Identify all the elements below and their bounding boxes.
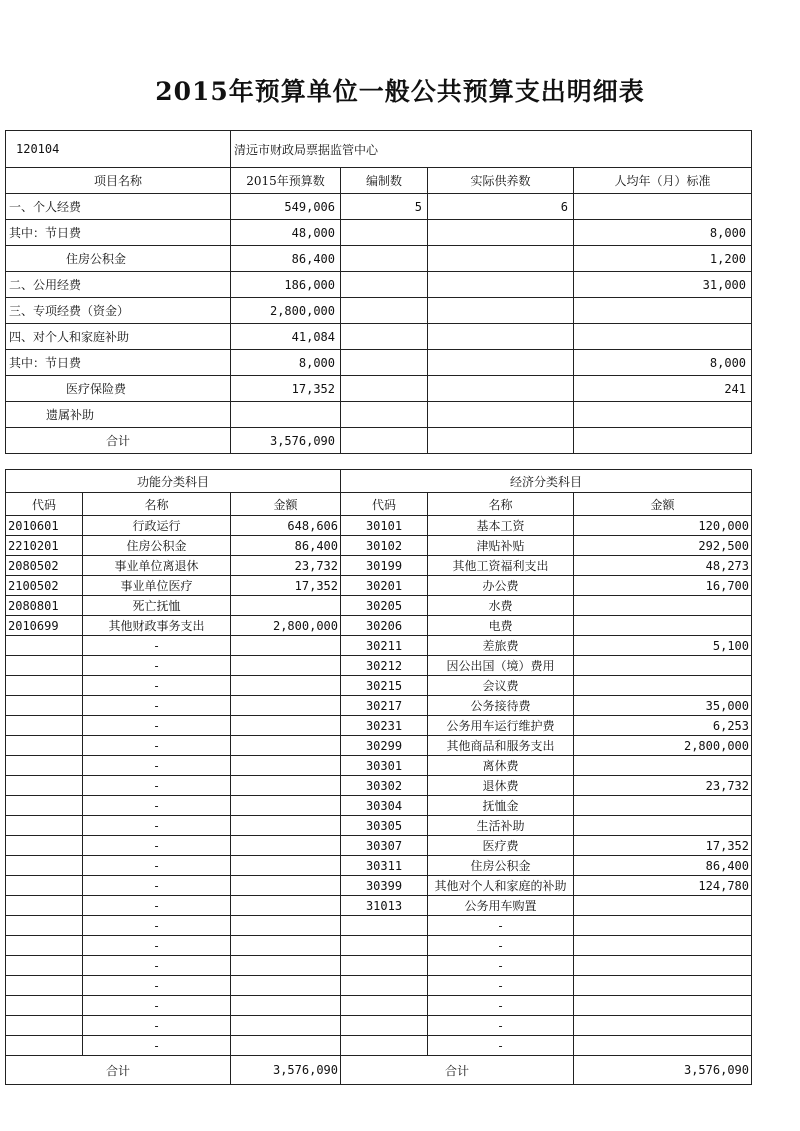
summary-per-capita-standard: 8,000	[574, 220, 752, 246]
header-actual-staff: 实际供养数	[428, 168, 574, 194]
econ-amount: 86,400	[574, 856, 752, 876]
func-name: -	[83, 1016, 231, 1036]
summary-staff-quota	[341, 428, 428, 454]
summary-per-capita-standard	[574, 428, 752, 454]
econ-amount	[574, 616, 752, 636]
table-row	[6, 756, 752, 776]
econ-name: 生活补助	[428, 816, 574, 836]
summary-staff-quota	[341, 376, 428, 402]
func-amount	[231, 676, 341, 696]
summary-actual-staff: 6	[428, 194, 574, 220]
summary-item-name: 一、个人经费	[6, 194, 231, 220]
func-code: 2210201	[6, 536, 83, 556]
summary-per-capita-standard: 8,000	[574, 350, 752, 376]
summary-actual-staff	[428, 272, 574, 298]
econ-code	[341, 916, 428, 936]
func-amount	[231, 1036, 341, 1056]
table-row	[6, 896, 752, 916]
func-amount	[231, 996, 341, 1016]
econ-code: 30304	[341, 796, 428, 816]
header-per-capita-standard: 人均年（月）标准	[574, 168, 752, 194]
summary-budget: 3,576,090	[231, 428, 341, 454]
econ-amount: 16,700	[574, 576, 752, 596]
func-code	[6, 1016, 83, 1036]
totals-row	[6, 1056, 752, 1085]
header-econ-name: 名称	[428, 493, 574, 516]
summary-per-capita-standard: 1,200	[574, 246, 752, 272]
summary-item-name: 二、公用经费	[6, 272, 231, 298]
summary-staff-quota	[341, 220, 428, 246]
econ-amount	[574, 936, 752, 956]
econ-amount	[574, 996, 752, 1016]
summary-budget: 186,000	[231, 272, 341, 298]
func-amount	[231, 796, 341, 816]
table-row	[6, 836, 752, 856]
func-code	[6, 696, 83, 716]
econ-code	[341, 1036, 428, 1056]
summary-budget: 86,400	[231, 246, 341, 272]
table-row	[6, 956, 752, 976]
func-name: -	[83, 1036, 231, 1056]
econ-amount	[574, 656, 752, 676]
func-name: 行政运行	[83, 516, 231, 536]
func-amount	[231, 736, 341, 756]
func-name: -	[83, 956, 231, 976]
econ-name: -	[428, 996, 574, 1016]
summary-row	[6, 428, 752, 454]
func-amount: 2,800,000	[231, 616, 341, 636]
table-row	[6, 876, 752, 896]
econ-code: 31013	[341, 896, 428, 916]
econ-amount: 23,732	[574, 776, 752, 796]
func-name: -	[83, 996, 231, 1016]
table-row	[6, 816, 752, 836]
func-code	[6, 896, 83, 916]
econ-name: 公务用车运行维护费	[428, 716, 574, 736]
header-budget: 2015年预算数	[231, 168, 341, 194]
econ-amount	[574, 676, 752, 696]
header-func-name: 名称	[83, 493, 231, 516]
header-econ-amount: 金额	[574, 493, 752, 516]
func-code	[6, 1036, 83, 1056]
func-amount: 23,732	[231, 556, 341, 576]
func-name: -	[83, 736, 231, 756]
econ-amount	[574, 1016, 752, 1036]
econ-name: 住房公积金	[428, 856, 574, 876]
func-name: -	[83, 676, 231, 696]
econ-name: 其他商品和服务支出	[428, 736, 574, 756]
header-staff-quota: 编制数	[341, 168, 428, 194]
econ-code: 30231	[341, 716, 428, 736]
func-code	[6, 716, 83, 736]
classification-header-row	[6, 493, 752, 516]
func-code	[6, 776, 83, 796]
summary-budget: 41,084	[231, 324, 341, 350]
economic-section-title: 经济分类科目	[341, 470, 752, 493]
summary-row	[6, 324, 752, 350]
summary-budget: 549,006	[231, 194, 341, 220]
summary-actual-staff	[428, 298, 574, 324]
func-total-label: 合计	[6, 1056, 231, 1085]
func-name: 事业单位医疗	[83, 576, 231, 596]
econ-name: 其他对个人和家庭的补助	[428, 876, 574, 896]
header-func-code: 代码	[6, 493, 83, 516]
func-code: 2080801	[6, 596, 83, 616]
econ-amount: 292,500	[574, 536, 752, 556]
func-amount	[231, 896, 341, 916]
econ-code: 30399	[341, 876, 428, 896]
func-code	[6, 876, 83, 896]
func-amount	[231, 976, 341, 996]
func-code: 2080502	[6, 556, 83, 576]
econ-name: 津贴补贴	[428, 536, 574, 556]
econ-code	[341, 996, 428, 1016]
summary-item-name: 四、对个人和家庭补助	[6, 324, 231, 350]
econ-amount	[574, 976, 752, 996]
functional-section-title: 功能分类科目	[6, 470, 341, 493]
func-amount	[231, 776, 341, 796]
table-row	[6, 736, 752, 756]
table-row	[6, 676, 752, 696]
econ-code: 30206	[341, 616, 428, 636]
econ-code: 30311	[341, 856, 428, 876]
econ-amount: 35,000	[574, 696, 752, 716]
econ-name: -	[428, 916, 574, 936]
table-row	[6, 596, 752, 616]
func-name: 其他财政事务支出	[83, 616, 231, 636]
func-name: -	[83, 916, 231, 936]
func-amount	[231, 816, 341, 836]
econ-code: 30101	[341, 516, 428, 536]
page-title: 2015年预算单位一般公共预算支出明细表	[155, 77, 645, 106]
func-code	[6, 856, 83, 876]
econ-total-label: 合计	[341, 1056, 574, 1085]
econ-name: 抚恤金	[428, 796, 574, 816]
summary-header-row	[6, 168, 752, 194]
func-code	[6, 816, 83, 836]
econ-amount	[574, 796, 752, 816]
summary-budget	[231, 402, 341, 428]
summary-actual-staff	[428, 350, 574, 376]
econ-name: 因公出国（境）费用	[428, 656, 574, 676]
econ-code: 30301	[341, 756, 428, 776]
func-code	[6, 936, 83, 956]
table-row	[6, 556, 752, 576]
func-amount	[231, 936, 341, 956]
func-name: -	[83, 696, 231, 716]
summary-actual-staff	[428, 402, 574, 428]
func-name: -	[83, 896, 231, 916]
table-row	[6, 1016, 752, 1036]
summary-staff-quota	[341, 402, 428, 428]
budget-summary-table	[5, 130, 752, 454]
func-amount	[231, 636, 341, 656]
econ-name: 差旅费	[428, 636, 574, 656]
func-name: -	[83, 756, 231, 776]
func-name: -	[83, 936, 231, 956]
func-code: 2100502	[6, 576, 83, 596]
econ-code: 30199	[341, 556, 428, 576]
func-name: 死亡抚恤	[83, 596, 231, 616]
header-item-name: 项目名称	[6, 168, 231, 194]
func-code	[6, 976, 83, 996]
func-code	[6, 736, 83, 756]
func-code	[6, 836, 83, 856]
func-amount: 17,352	[231, 576, 341, 596]
summary-item-name: 三、专项经费（资金）	[6, 298, 231, 324]
func-amount	[231, 696, 341, 716]
econ-code: 30205	[341, 596, 428, 616]
summary-row	[6, 220, 752, 246]
econ-code	[341, 1016, 428, 1036]
econ-amount: 2,800,000	[574, 736, 752, 756]
econ-amount	[574, 916, 752, 936]
func-code	[6, 656, 83, 676]
table-row	[6, 696, 752, 716]
econ-code: 30211	[341, 636, 428, 656]
econ-code	[341, 956, 428, 976]
table-row	[6, 716, 752, 736]
func-name: -	[83, 716, 231, 736]
summary-actual-staff	[428, 376, 574, 402]
func-name: -	[83, 776, 231, 796]
econ-amount	[574, 896, 752, 916]
summary-actual-staff	[428, 220, 574, 246]
econ-total-amount: 3,576,090	[574, 1056, 752, 1085]
func-amount	[231, 756, 341, 776]
summary-item-name: 医疗保险费	[6, 376, 231, 402]
table-row	[6, 996, 752, 1016]
econ-code: 30302	[341, 776, 428, 796]
summary-per-capita-standard: 31,000	[574, 272, 752, 298]
unit-row	[6, 131, 752, 168]
summary-per-capita-standard: 241	[574, 376, 752, 402]
func-code	[6, 796, 83, 816]
econ-name: -	[428, 1016, 574, 1036]
table-row	[6, 616, 752, 636]
econ-code: 30102	[341, 536, 428, 556]
summary-item-name: 其中：节日费	[6, 220, 231, 246]
econ-name: -	[428, 936, 574, 956]
func-name: -	[83, 836, 231, 856]
summary-row	[6, 350, 752, 376]
table-row	[6, 796, 752, 816]
econ-name: 其他工资福利支出	[428, 556, 574, 576]
table-row	[6, 776, 752, 796]
econ-amount: 5,100	[574, 636, 752, 656]
func-name: -	[83, 856, 231, 876]
table-row	[6, 576, 752, 596]
func-name: -	[83, 636, 231, 656]
summary-staff-quota	[341, 246, 428, 272]
func-name: 住房公积金	[83, 536, 231, 556]
func-name: 事业单位离退休	[83, 556, 231, 576]
summary-staff-quota: 5	[341, 194, 428, 220]
econ-name: 水费	[428, 596, 574, 616]
summary-item-name: 合计	[6, 428, 231, 454]
econ-name: 离休费	[428, 756, 574, 776]
func-code	[6, 916, 83, 936]
summary-per-capita-standard	[574, 194, 752, 220]
econ-amount: 6,253	[574, 716, 752, 736]
section-title-row	[6, 470, 752, 493]
table-row	[6, 856, 752, 876]
func-name: -	[83, 656, 231, 676]
func-amount: 648,606	[231, 516, 341, 536]
summary-row	[6, 402, 752, 428]
func-amount	[231, 1016, 341, 1036]
econ-amount	[574, 956, 752, 976]
econ-code: 30305	[341, 816, 428, 836]
table-row	[6, 1036, 752, 1056]
table-row	[6, 536, 752, 556]
func-amount	[231, 656, 341, 676]
summary-item-name: 遗属补助	[6, 402, 231, 428]
summary-budget: 48,000	[231, 220, 341, 246]
summary-budget: 8,000	[231, 350, 341, 376]
summary-budget: 17,352	[231, 376, 341, 402]
header-func-amount: 金额	[231, 493, 341, 516]
econ-code: 30215	[341, 676, 428, 696]
econ-code: 30217	[341, 696, 428, 716]
econ-amount	[574, 1036, 752, 1056]
econ-amount: 124,780	[574, 876, 752, 896]
table-row	[6, 656, 752, 676]
econ-amount	[574, 756, 752, 776]
func-name: -	[83, 816, 231, 836]
func-amount	[231, 836, 341, 856]
func-amount	[231, 956, 341, 976]
func-amount	[231, 876, 341, 896]
econ-code	[341, 976, 428, 996]
header-econ-code: 代码	[341, 493, 428, 516]
func-code	[6, 956, 83, 976]
summary-row	[6, 272, 752, 298]
func-name: -	[83, 796, 231, 816]
summary-per-capita-standard	[574, 298, 752, 324]
summary-item-name: 住房公积金	[6, 246, 231, 272]
func-amount	[231, 716, 341, 736]
unit-name: 清远市财政局票据监管中心	[231, 131, 752, 168]
summary-actual-staff	[428, 324, 574, 350]
summary-actual-staff	[428, 428, 574, 454]
econ-amount: 120,000	[574, 516, 752, 536]
summary-staff-quota	[341, 272, 428, 298]
econ-amount: 17,352	[574, 836, 752, 856]
econ-code: 30201	[341, 576, 428, 596]
summary-budget: 2,800,000	[231, 298, 341, 324]
classification-table	[5, 469, 752, 1085]
summary-staff-quota	[341, 324, 428, 350]
econ-name: 公务用车购置	[428, 896, 574, 916]
econ-name: -	[428, 1036, 574, 1056]
econ-name: -	[428, 976, 574, 996]
summary-staff-quota	[341, 350, 428, 376]
econ-name: 基本工资	[428, 516, 574, 536]
summary-per-capita-standard	[574, 324, 752, 350]
econ-name: 医疗费	[428, 836, 574, 856]
func-amount	[231, 916, 341, 936]
econ-amount	[574, 816, 752, 836]
func-amount: 86,400	[231, 536, 341, 556]
summary-staff-quota	[341, 298, 428, 324]
func-code: 2010699	[6, 616, 83, 636]
func-amount	[231, 856, 341, 876]
econ-code: 30307	[341, 836, 428, 856]
func-code	[6, 996, 83, 1016]
summary-row	[6, 298, 752, 324]
table-row	[6, 516, 752, 536]
econ-amount	[574, 596, 752, 616]
econ-code: 30299	[341, 736, 428, 756]
econ-name: 电费	[428, 616, 574, 636]
summary-row	[6, 194, 752, 220]
table-row	[6, 976, 752, 996]
func-total-amount: 3,576,090	[231, 1056, 341, 1085]
summary-actual-staff	[428, 246, 574, 272]
econ-amount: 48,273	[574, 556, 752, 576]
func-code	[6, 636, 83, 656]
summary-per-capita-standard	[574, 402, 752, 428]
econ-name: -	[428, 956, 574, 976]
func-code	[6, 676, 83, 696]
unit-code: 120104	[6, 131, 231, 168]
summary-row	[6, 246, 752, 272]
econ-name: 办公费	[428, 576, 574, 596]
func-amount	[231, 596, 341, 616]
func-name: -	[83, 976, 231, 996]
table-row	[6, 936, 752, 956]
func-code: 2010601	[6, 516, 83, 536]
econ-code	[341, 936, 428, 956]
econ-name: 会议费	[428, 676, 574, 696]
table-row	[6, 916, 752, 936]
econ-name: 退休费	[428, 776, 574, 796]
econ-name: 公务接待费	[428, 696, 574, 716]
func-code	[6, 756, 83, 776]
summary-row	[6, 376, 752, 402]
summary-item-name: 其中：节日费	[6, 350, 231, 376]
table-row	[6, 636, 752, 656]
func-name: -	[83, 876, 231, 896]
econ-code: 30212	[341, 656, 428, 676]
